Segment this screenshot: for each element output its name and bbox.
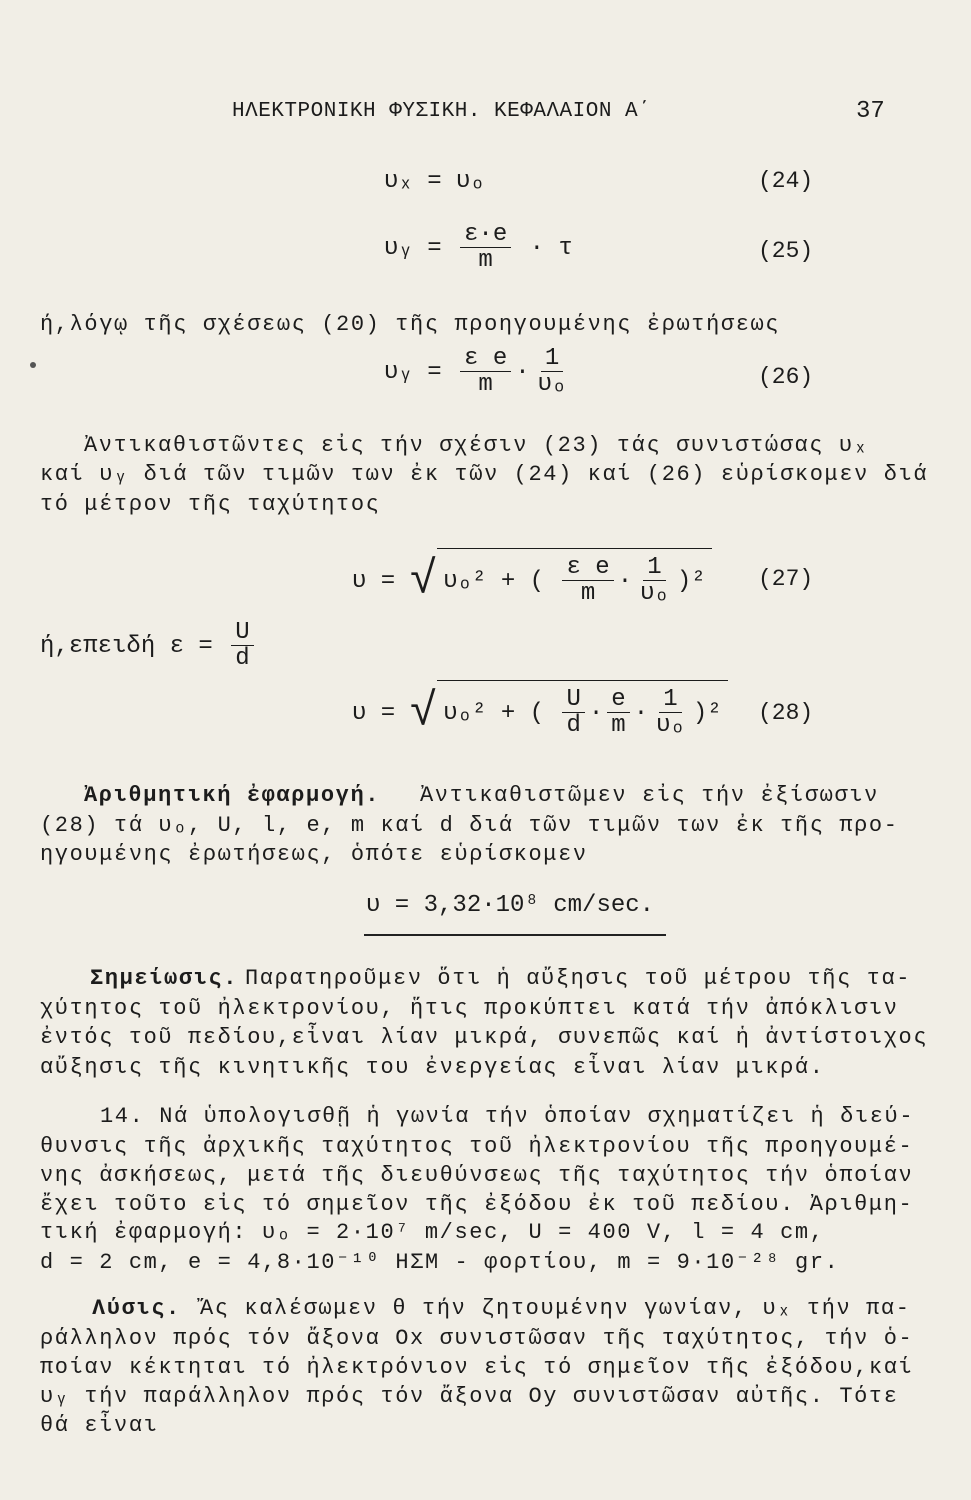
text-line: τό μέτρον τῆς ταχύτητος <box>40 492 381 517</box>
equation-25-lhs: υᵧ = <box>384 235 442 263</box>
fraction-numerator: U <box>231 620 253 646</box>
exercise-14-line: νης ἀσκήσεως, μετά τῆς διευθύνσεως τῆς ταχύτητος τήν ὁποίαν <box>40 1163 914 1188</box>
exercise-14-line: θυνσις τῆς ἀρχικῆς ταχύτητος τοῦ ἠλεκτρονίου τῆς προηγουμέ- <box>40 1134 914 1159</box>
fraction-denominator: m <box>478 371 493 399</box>
text-line: καί υᵧ διά τῶν τιμῶν των ἐκ τῶν (24) καί (26) εὑρίσκομεν διά <box>40 462 929 487</box>
equation-28-number: (28) <box>758 700 814 726</box>
equation-26: υᵧ = $\frac{\text{ε e}}{m}$ · $\frac{1}{\text{υₒ}}$ <box>384 346 574 397</box>
epsilon-definition <box>40 620 258 671</box>
radical-close: )² <box>676 568 706 596</box>
equation-27-lhs: υ = <box>352 568 396 596</box>
text-line: ηγουμένης ἐρωτήσεως, ὁπότε εὑρίσκομεν <box>40 842 588 867</box>
radical-body: υₒ² + ( $\frac{U}{d}$ · $\frac{e}{m}$ · $\frac{1}{\text{υₒ}}$ )² <box>437 680 727 738</box>
fraction-numerator: ε·e <box>460 222 511 248</box>
fraction-denominator: υₒ <box>537 371 567 399</box>
fraction-denominator: υₒ <box>640 580 669 608</box>
page-number: 37 <box>856 98 885 125</box>
equation-27-fraction-2 <box>636 555 673 606</box>
section-label-solution: Λύσις. <box>92 1296 181 1321</box>
section-label-application: Ἀριθμητική ἐφαρμογή. <box>84 783 381 808</box>
fraction-denominator: υₒ <box>656 712 685 740</box>
section-label-note: Σημείωσις. <box>90 966 239 991</box>
exercise-14-line: ἔχει τοῦτο εἰς τό σημεῖον τῆς ἐξόδου ἐκ τοῦ πεδίου. Ἀριθμη- <box>40 1192 914 1217</box>
radical-term: υₒ² + ( <box>443 700 545 728</box>
equation-26-fraction-1 <box>460 346 511 397</box>
equation-24 <box>384 168 485 195</box>
equation-27 <box>352 548 712 607</box>
equation-28-fraction-3 <box>652 687 689 738</box>
result-underline <box>364 934 666 936</box>
epsilon-fraction <box>231 620 253 671</box>
fraction-numerator: ε e <box>460 346 511 372</box>
equation-26-lhs: υᵧ = <box>384 359 442 387</box>
exercise-14-line: d = 2 cm, e = 4,8·10⁻¹⁰ ΗΣΜ - φορτίου, m = 9·10⁻²⁸ gr. <box>40 1250 840 1275</box>
radical-term: υₒ² + ( <box>443 568 545 596</box>
solution-line: υᵧ τήν παράλληλον πρός τόν ἄξονα Oy συνιστῶσαν αὐτῆς. Τότε <box>40 1384 899 1409</box>
fraction-numerator: 1 <box>643 555 665 581</box>
fraction-denominator: d <box>566 712 581 740</box>
text-line: Ἀντικαθιστῶντες εἰς τήν σχέσιν (23) τάς συνιστώσας υₓ <box>84 433 869 458</box>
text-line: χύτητος τοῦ ἠλεκτρονίου, ἥτις προκύπτει κατά τήν ἀπόκλισιν <box>40 996 899 1021</box>
equation-27-number: (27) <box>758 566 814 592</box>
fraction-denominator: m <box>580 580 596 608</box>
epsilon-lhs: ή,επειδή ε = <box>40 633 213 661</box>
radical-sign: √ <box>409 554 438 607</box>
margin-dot <box>30 362 36 368</box>
fraction-denominator: m <box>611 712 626 740</box>
equation-27-fraction-1 <box>562 555 613 606</box>
radical-close: )² <box>692 700 722 728</box>
fraction-numerator: U <box>562 687 584 713</box>
equation-26-number: (26) <box>758 364 814 390</box>
equation-24-number: (24) <box>758 168 814 194</box>
result-equation: υ = 3,32·10⁸ cm/sec. <box>366 892 655 919</box>
equation-28-lhs: υ = <box>352 700 396 728</box>
solution-line: ράλληλον πρός τόν ἄξονα Ox συνιστῶσαν τῆς ταχύτητος, τήν ὁ- <box>40 1326 914 1351</box>
fraction-numerator: 1 <box>541 346 563 372</box>
text-line: Ἀντικαθιστῶμεν εἰς τήν ἐξίσωσιν <box>420 783 879 808</box>
equation-25-fraction <box>460 222 511 273</box>
equation-28-fraction-1 <box>562 687 584 738</box>
equation-24-body: υₓ = υₒ <box>384 168 485 195</box>
fraction-numerator: ε e <box>562 555 613 581</box>
equation-25-number: (25) <box>758 238 814 264</box>
exercise-14-line: τική ἐφαρμογή: υₒ = 2·10⁷ m/sec, U = 400 V, l = 4 cm, <box>40 1220 825 1245</box>
fraction-numerator: e <box>607 687 629 713</box>
text-line: (28) τά υₒ, U, l, e, m καί d διά τῶν τιμῶν των ἐκ τῆς προ- <box>40 813 899 838</box>
exercise-14-line: 14. Νά ὑπολογισθῇ ἡ γωνία τήν ὁποίαν σχηματίζει ἡ διεύ- <box>100 1104 915 1129</box>
solution-line: Ἄς καλέσωμεν θ τήν ζητουμένην γωνίαν, υₓ τήν πα- <box>200 1296 911 1321</box>
equation-25 <box>384 222 573 273</box>
solution-line: θά εἶναι <box>40 1413 159 1438</box>
fraction-denominator: m <box>478 247 493 275</box>
radical-sign: √ <box>409 686 438 739</box>
text-line: αὔξησις τῆς κινητικῆς του ἐνεργείας εἶναι λίαν μικρά. <box>40 1055 825 1080</box>
equation-28 <box>352 680 728 739</box>
fraction-numerator: 1 <box>659 687 681 713</box>
text-line: ἐντός τοῦ πεδίου,εἶναι λίαν μικρά, συνεπῶς καί ἡ ἀντίστοιχος <box>40 1025 929 1050</box>
fraction-denominator: d <box>235 645 250 673</box>
equation-28-fraction-2 <box>607 687 629 738</box>
text-line: Παρατηροῦμεν ὅτι ἡ αὔξησις τοῦ μέτρου τῆς τα- <box>245 966 912 991</box>
solution-line: ποίαν κέκτηται τό ἠλεκτρόνιον εἰς τό σημεῖον τῆς ἐξόδου,καί <box>40 1355 914 1380</box>
equation-26-fraction-2 <box>534 346 571 397</box>
equation-25-rhs: · τ <box>529 235 573 263</box>
radical-body: υₒ² + ( $\frac{\text{ε e}}{m}$ · $\frac{1}{\text{υₒ}}$ )² <box>437 548 711 606</box>
running-header: ΗΛΕΚΤΡΟΝΙΚΗ ΦΥΣΙΚΗ. ΚΕΦΑΛΑΙΟΝ Α΄ <box>232 100 652 123</box>
text-line: ή,λόγῳ τῆς σχέσεως (20) τῆς προηγουμένης ἐρωτήσεως <box>40 312 781 337</box>
